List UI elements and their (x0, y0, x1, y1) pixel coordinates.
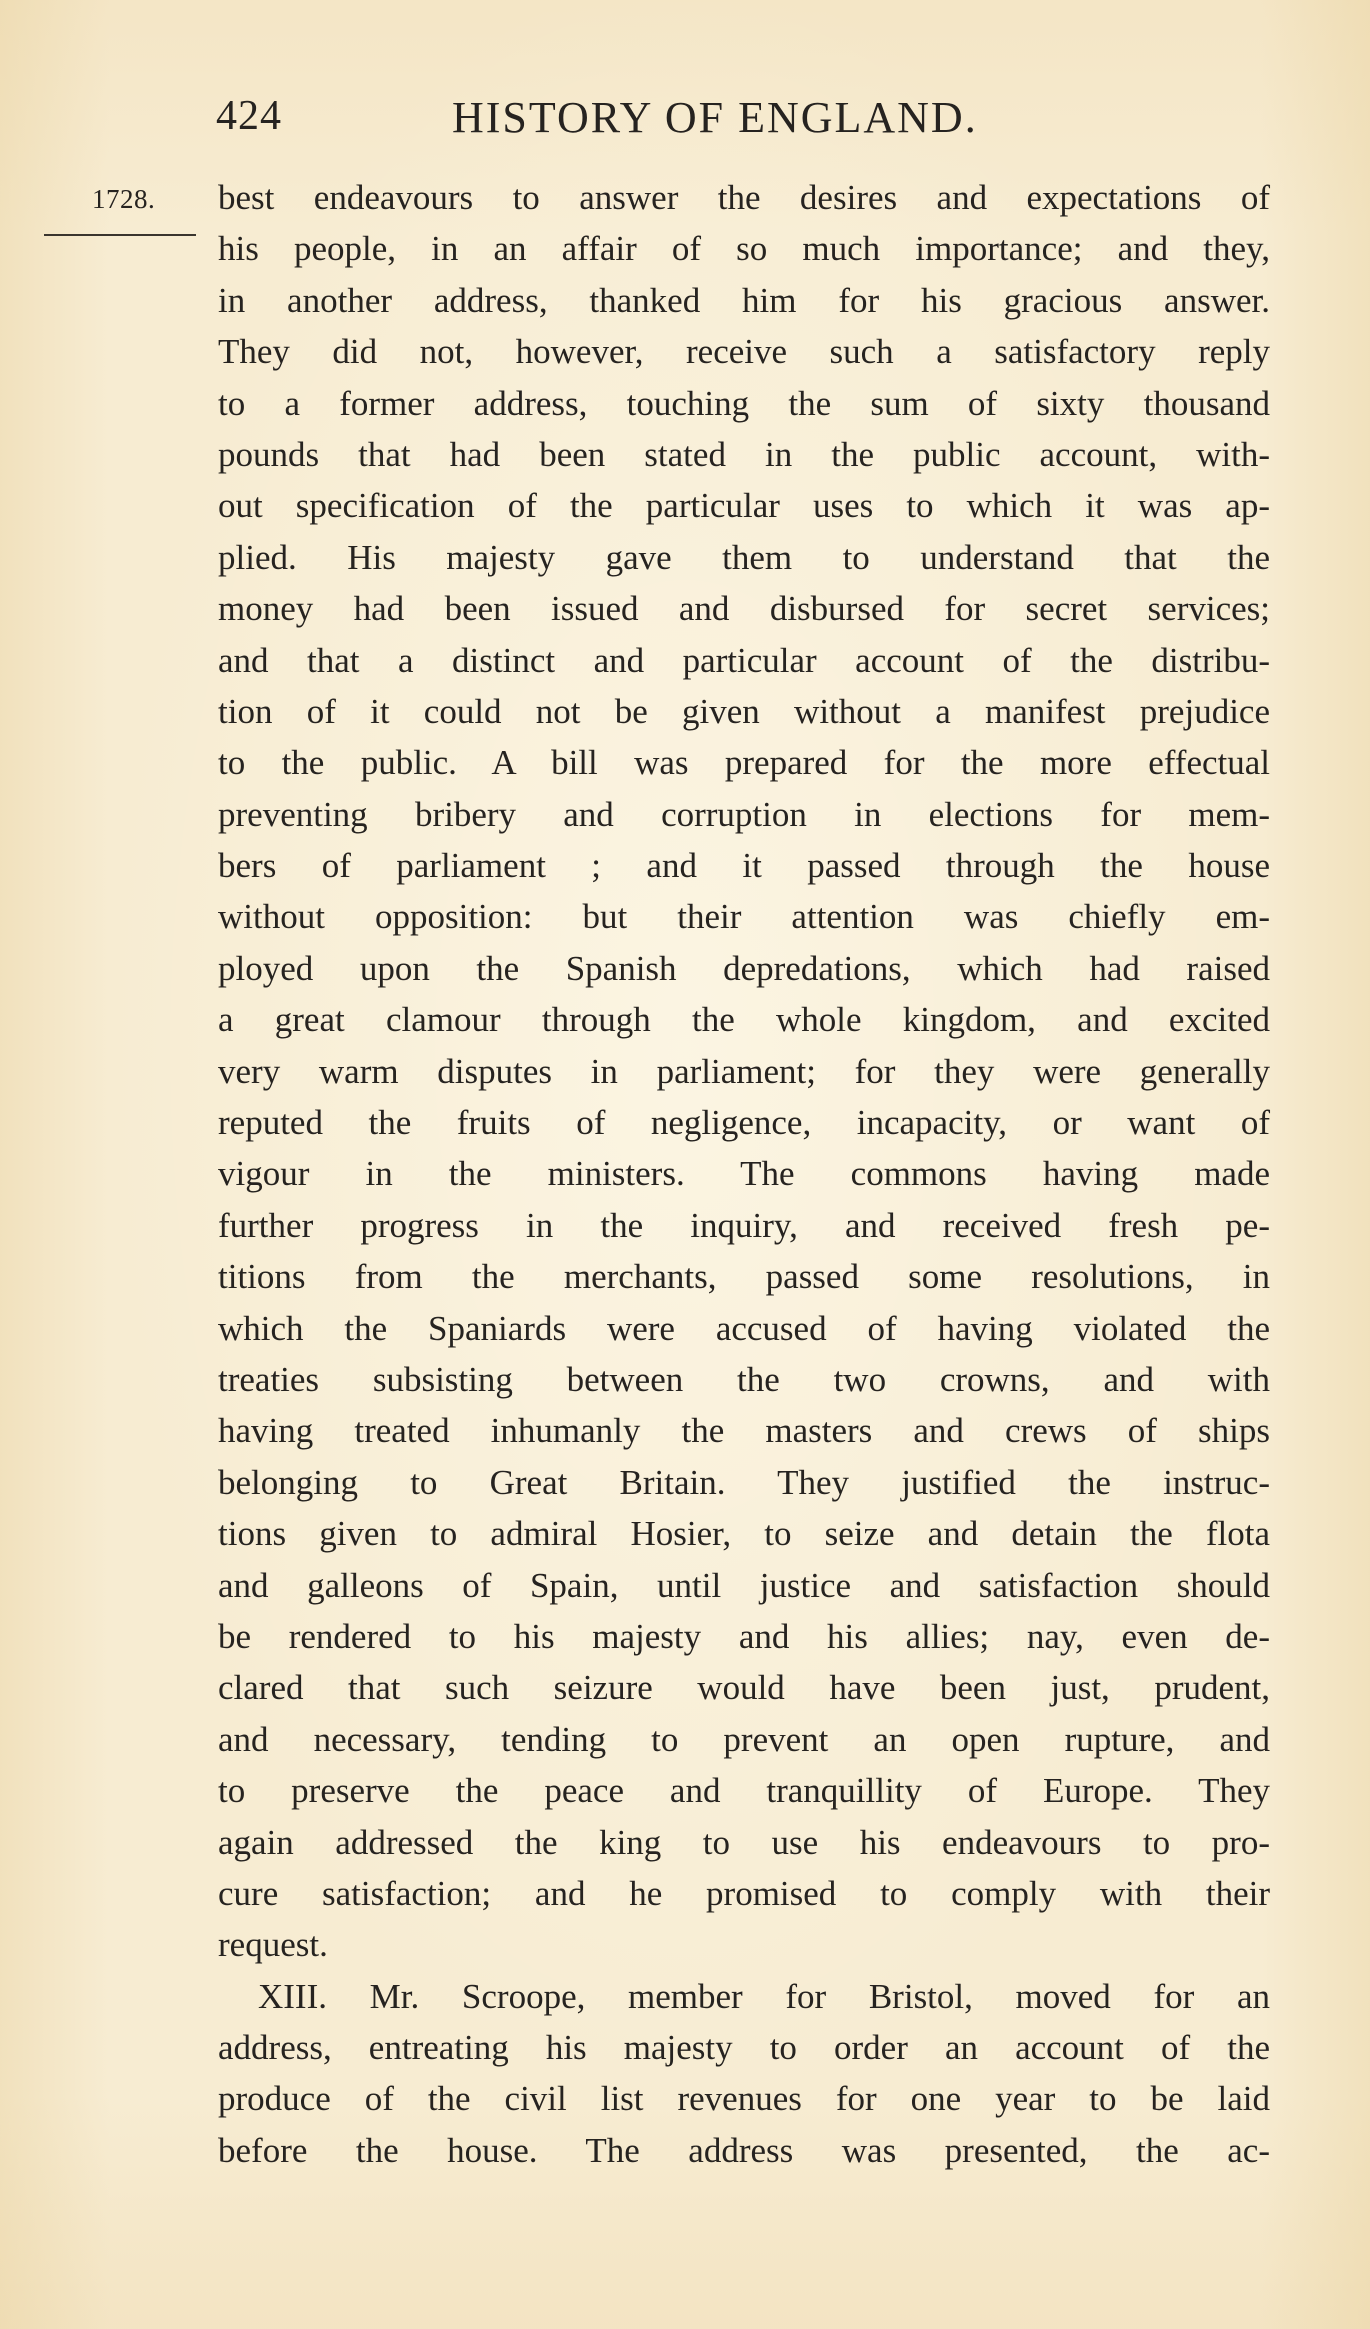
running-title: HISTORY OF ENGLAND. (452, 93, 978, 142)
text-line: a great clamour through the whole kingdom, and excited (218, 1000, 1270, 1040)
text-line: and necessary, tending to prevent an open rupture, and (218, 1719, 1270, 1759)
text-line: out specification of the particular uses to which it was ap- (218, 486, 1270, 526)
margin-rule (44, 234, 196, 236)
text-line: plied. His majesty gave them to understand that the (218, 537, 1270, 577)
text-line: having treated inhumanly the masters and crews of ships (218, 1411, 1270, 1451)
text-line-paragraph-end: request. (218, 1925, 328, 1965)
text-line: before the house. The address was presented, the ac- (218, 2130, 1270, 2170)
text-line: his people, in an affair of so much importance; and they, (218, 229, 1270, 269)
body-text (218, 172, 1270, 2176)
text-line: tions given to admiral Hosier, to seize and detain the flota (218, 1514, 1270, 1554)
text-line: to the public. A bill was prepared for the more effectual (218, 743, 1270, 783)
text-line: best endeavours to answer the desires and expectations of (218, 178, 1270, 217)
text-line: address, entreating his majesty to order an account of the (218, 2028, 1270, 2068)
text-line: They did not, however, receive such a satisfactory reply (218, 332, 1270, 372)
text-line: tion of it could not be given without a manifest prejudice (218, 691, 1270, 731)
text-line: and that a distinct and particular account of the distribu- (218, 640, 1270, 680)
text-line: and galleons of Spain, until justice and satisfaction should (218, 1565, 1270, 1605)
text-line: cure satisfaction; and he promised to comply with their (218, 1873, 1270, 1913)
text-line: belonging to Great Britain. They justified the instruc- (218, 1462, 1270, 1502)
running-head (216, 92, 1274, 148)
text-line: produce of the civil list revenues for one year to be laid (218, 2079, 1270, 2119)
page-number: 424 (216, 93, 282, 139)
text-line: treaties subsisting between the two crowns, and with (218, 1359, 1270, 1399)
text-line: which the Spaniards were accused of having violated the (218, 1308, 1270, 1348)
text-line: be rendered to his majesty and his allies; nay, even de- (218, 1616, 1270, 1656)
text-line: vigour in the ministers. The commons having made (218, 1154, 1270, 1194)
text-line: money had been issued and disbursed for secret services; (218, 589, 1270, 629)
text-line: ployed upon the Spanish depredations, which had raised (218, 948, 1270, 988)
margin-year-note: 1728. (92, 184, 156, 214)
text-line: pounds that had been stated in the public account, with- (218, 434, 1270, 474)
text-line-section-start: XIII. Mr. Scroope, member for Bristol, moved for an (258, 1976, 1270, 2016)
text-line: reputed the fruits of negligence, incapacity, or want of (218, 1103, 1270, 1143)
text-line: to preserve the peace and tranquillity of Europe. They (218, 1771, 1270, 1811)
text-line: further progress in the inquiry, and received fresh pe- (218, 1205, 1270, 1245)
text-line: bers of parliament ; and it passed through the house (218, 846, 1270, 886)
text-line: without opposition: but their attention was chiefly em- (218, 897, 1270, 937)
text-line: titions from the merchants, passed some resolutions, in (218, 1257, 1270, 1297)
text-line: to a former address, touching the sum of sixty thousand (218, 383, 1270, 423)
text-line: preventing bribery and corruption in elections for mem- (218, 794, 1270, 834)
text-line: again addressed the king to use his endeavours to pro- (218, 1822, 1270, 1862)
text-line: very warm disputes in parliament; for they were generally (218, 1051, 1270, 1091)
text-line: clared that such seizure would have been just, prudent, (218, 1668, 1270, 1708)
text-line: in another address, thanked him for his gracious answer. (218, 280, 1270, 320)
